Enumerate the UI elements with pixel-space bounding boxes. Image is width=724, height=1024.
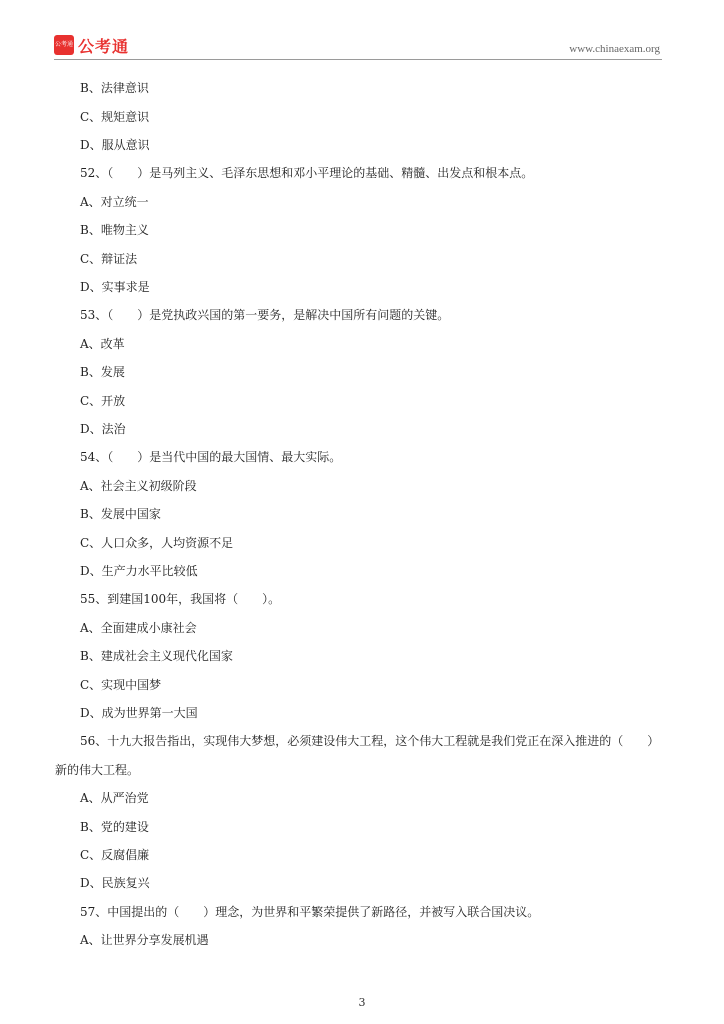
option-line: A、从严治党 [80, 791, 149, 805]
question-53: 53、（ ）是党执政兴国的第一要务，是解决中国所有问题的关键。 [80, 308, 450, 322]
brand-logo [54, 35, 129, 55]
page-number: 3 [358, 996, 366, 1009]
option-line: C、反腐倡廉 [80, 848, 150, 862]
option-line: D、实事求是 [80, 280, 150, 294]
option-line: B、发展 [80, 365, 125, 379]
question-57: 57、中国提出的（ ）理念，为世界和平繁荣提供了新路径，并被写入联合国决议。 [80, 905, 540, 919]
question-52: 52、（ ）是马列主义、毛泽东思想和邓小平理论的基础、精髓、出发点和根本点。 [80, 166, 534, 180]
option-line: C、实现中国梦 [80, 678, 162, 692]
question-54: 54、（ ）是当代中国的最大国情、最大实际。 [80, 450, 342, 464]
option-line: A、社会主义初级阶段 [80, 479, 197, 493]
option-line: B、党的建设 [80, 820, 149, 834]
option-line: D、生产力水平比较低 [80, 564, 198, 578]
option-line: D、服从意识 [80, 138, 150, 152]
option-line: C、辩证法 [80, 252, 138, 266]
option-line: A、全面建成小康社会 [80, 621, 197, 635]
question-56: 56、十九大报告指出，实现伟大梦想，必须建设伟大工程，这个伟大工程就是我们党正在深入推进的（ ） [80, 734, 660, 748]
option-line: C、规矩意识 [80, 110, 150, 124]
option-line: B、法律意识 [80, 81, 149, 95]
option-line: B、建成社会主义现代化国家 [80, 649, 233, 663]
question-56-continuation: 新的伟大工程。 [55, 763, 140, 777]
site-url: www.chinaexam.org [569, 43, 660, 55]
option-line: C、开放 [80, 394, 126, 408]
option-line: A、让世界分享发展机遇 [80, 933, 209, 947]
logo-text: 公考通 [78, 36, 130, 56]
question-55: 55、到建国100年，我国将（ ）。 [80, 592, 281, 606]
option-line: B、发展中国家 [80, 507, 161, 521]
option-line: C、人口众多，人均资源不足 [80, 536, 234, 550]
page-header [54, 33, 662, 60]
option-line: A、改革 [80, 337, 125, 351]
option-line: A、对立统一 [80, 195, 149, 209]
logo-badge-icon: 公考通 [54, 35, 74, 55]
option-line: D、成为世界第一大国 [80, 706, 198, 720]
option-line: D、民族复兴 [80, 876, 150, 890]
option-line: B、唯物主义 [80, 223, 149, 237]
option-line: D、法治 [80, 422, 126, 436]
